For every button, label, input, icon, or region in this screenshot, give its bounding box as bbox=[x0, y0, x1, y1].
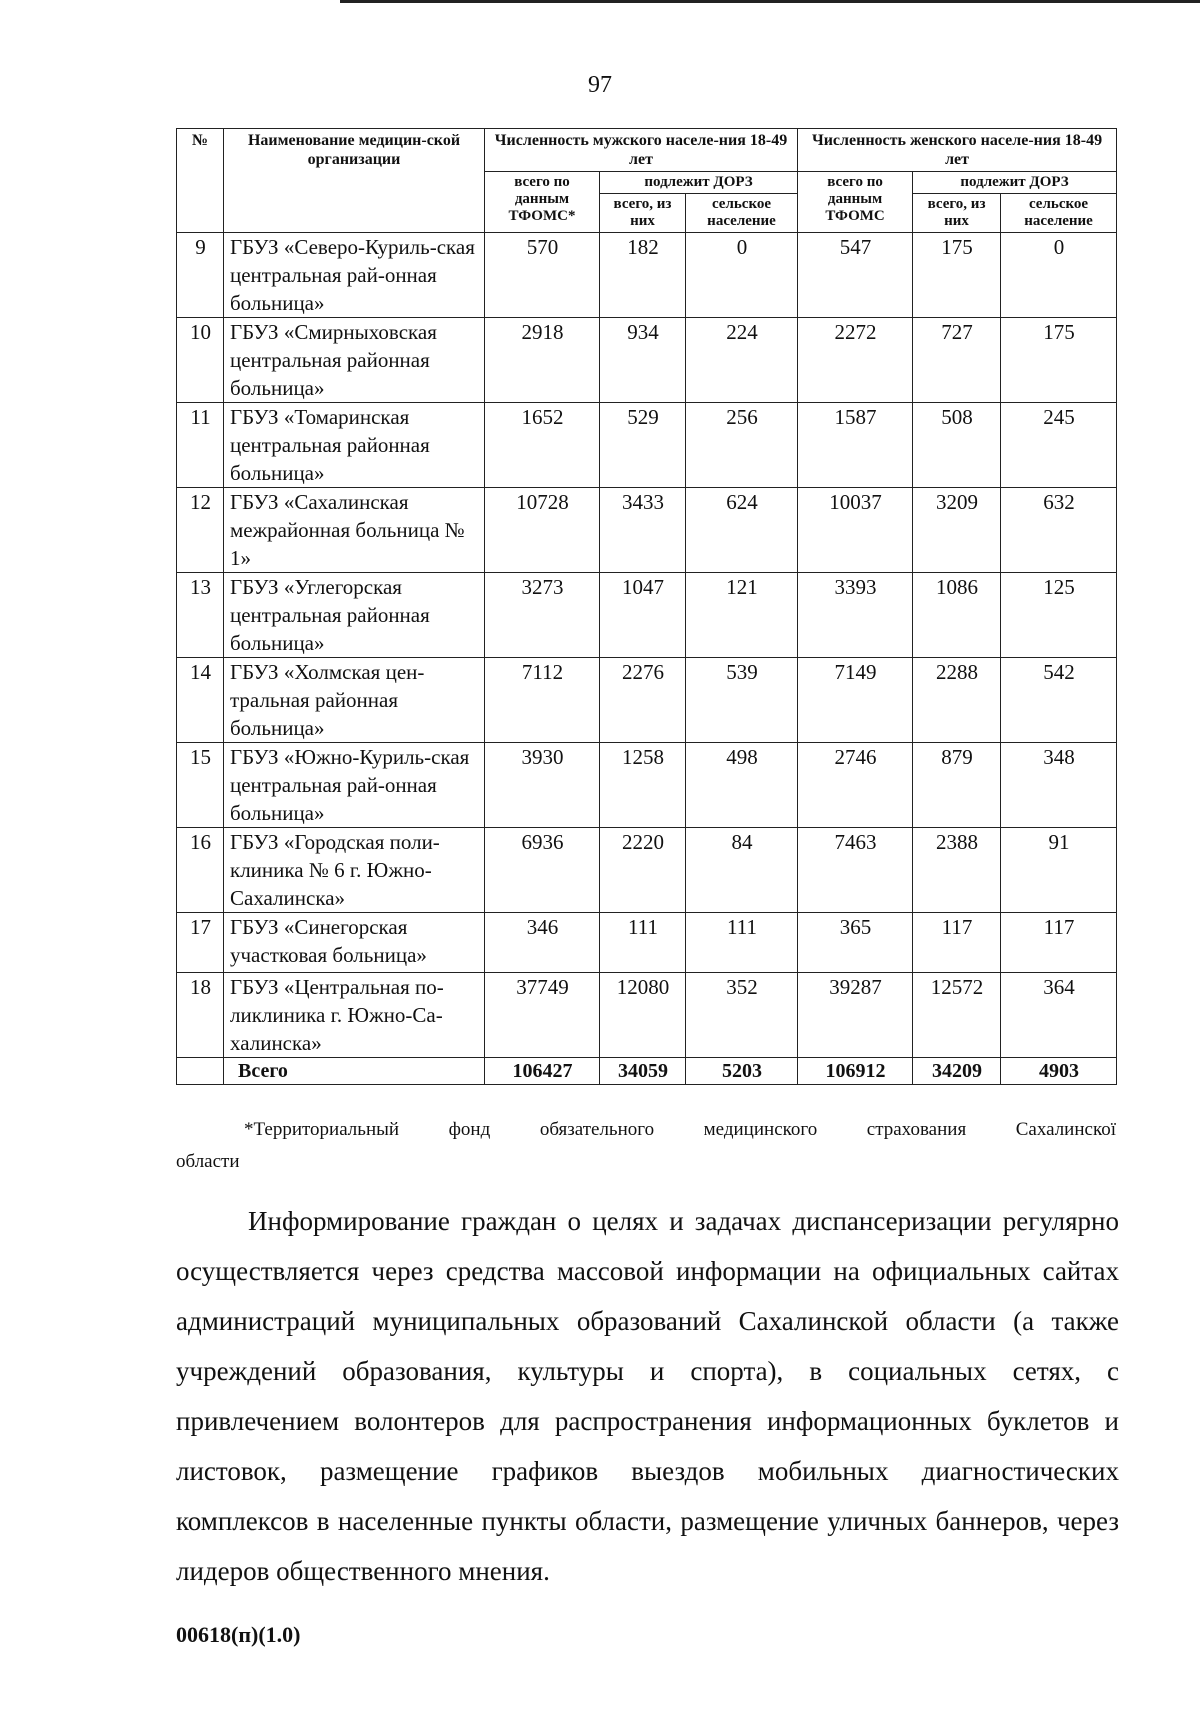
total-female-total: 106912 bbox=[798, 1058, 913, 1085]
male-total: 37749 bbox=[485, 973, 600, 1058]
org-name: ГБУЗ «Сахалинская межрайонная больница № 1» bbox=[224, 488, 485, 573]
female-rural: 542 bbox=[1001, 658, 1117, 743]
org-name: ГБУЗ «Холмская цен-тральная районная больница» bbox=[224, 658, 485, 743]
female-total: 10037 bbox=[798, 488, 913, 573]
male-dorz: 2276 bbox=[600, 658, 686, 743]
male-rural: 256 bbox=[686, 403, 798, 488]
male-rural: 539 bbox=[686, 658, 798, 743]
male-dorz: 2220 bbox=[600, 828, 686, 913]
male-dorz: 12080 bbox=[600, 973, 686, 1058]
male-total: 10728 bbox=[485, 488, 600, 573]
male-dorz: 529 bbox=[600, 403, 686, 488]
total-female-rural: 4903 bbox=[1001, 1058, 1117, 1085]
footnote: *Территориальный фонд обязательного медицинского страхования Сахалинскої bbox=[244, 1119, 1116, 1140]
female-total: 2272 bbox=[798, 318, 913, 403]
female-dorz: 175 bbox=[913, 233, 1001, 318]
male-dorz: 111 bbox=[600, 913, 686, 973]
male-total: 7112 bbox=[485, 658, 600, 743]
female-total: 547 bbox=[798, 233, 913, 318]
male-total: 6936 bbox=[485, 828, 600, 913]
population-table bbox=[176, 128, 1117, 1085]
header-female-total-tfoms: всего по данным ТФОМС bbox=[798, 172, 913, 233]
org-name: ГБУЗ «Центральная по-ликлиника г. Южно-Са-халинска» bbox=[224, 973, 485, 1058]
female-total: 3393 bbox=[798, 573, 913, 658]
male-rural: 0 bbox=[686, 233, 798, 318]
table-row bbox=[177, 973, 1117, 1058]
org-name: ГБУЗ «Городская поли-клиника № 6 г. Южно-Сахалинска» bbox=[224, 828, 485, 913]
female-dorz: 1086 bbox=[913, 573, 1001, 658]
male-dorz: 182 bbox=[600, 233, 686, 318]
table-row bbox=[177, 913, 1117, 973]
row-number: 13 bbox=[177, 573, 224, 658]
header-org: Наименование медицин-ской организации bbox=[224, 129, 485, 233]
male-rural: 111 bbox=[686, 913, 798, 973]
body-paragraph: Информирование граждан о целях и задачах диспансеризации регулярно осуществляется через средства массовой информации на официальных сайтах администраций муниципальных образований Сахалинской области (а также учреждений образования, культуры и спорта), в социальных сетях, с привлечением волонтеров для распространения информационных буклетов и листовок, размещение графиков выездов мобильных диагностических комплексов в населенные пункты области, размещение уличных баннеров, через лидеров общественного мнения. bbox=[176, 1206, 1119, 1586]
female-rural: 632 bbox=[1001, 488, 1117, 573]
female-total: 365 bbox=[798, 913, 913, 973]
male-total: 570 bbox=[485, 233, 600, 318]
header-female-group: Численность женского населе-ния 18-49 лет bbox=[798, 129, 1117, 172]
male-rural: 224 bbox=[686, 318, 798, 403]
org-name: ГБУЗ «Углегорская центральная районная больница» bbox=[224, 573, 485, 658]
female-rural: 245 bbox=[1001, 403, 1117, 488]
male-total: 3273 bbox=[485, 573, 600, 658]
header-male-dorz-total: всего, из них bbox=[600, 194, 686, 233]
row-number: 9 bbox=[177, 233, 224, 318]
male-rural: 121 bbox=[686, 573, 798, 658]
row-number: 12 bbox=[177, 488, 224, 573]
header-male-total-tfoms: всего по данным ТФОМС* bbox=[485, 172, 600, 233]
row-number: 17 bbox=[177, 913, 224, 973]
table-row bbox=[177, 658, 1117, 743]
female-rural: 91 bbox=[1001, 828, 1117, 913]
table-row bbox=[177, 403, 1117, 488]
male-dorz: 934 bbox=[600, 318, 686, 403]
male-total: 346 bbox=[485, 913, 600, 973]
header-male-group: Численность мужского населе-ния 18-49 лет bbox=[485, 129, 798, 172]
header-female-dorz-total: всего, из них bbox=[913, 194, 1001, 233]
male-total: 1652 bbox=[485, 403, 600, 488]
total-label: Всего bbox=[224, 1058, 485, 1085]
org-name: ГБУЗ «Северо-Куриль-ская центральная рай-онная больница» bbox=[224, 233, 485, 318]
male-dorz: 1258 bbox=[600, 743, 686, 828]
document-code: 00618(п)(1.0) bbox=[176, 1622, 301, 1647]
male-rural: 352 bbox=[686, 973, 798, 1058]
header-num: № bbox=[177, 129, 224, 233]
row-number: 10 bbox=[177, 318, 224, 403]
female-rural: 117 bbox=[1001, 913, 1117, 973]
female-rural: 125 bbox=[1001, 573, 1117, 658]
row-number: 15 bbox=[177, 743, 224, 828]
table-row bbox=[177, 743, 1117, 828]
male-dorz: 3433 bbox=[600, 488, 686, 573]
female-total: 7463 bbox=[798, 828, 913, 913]
table-body bbox=[177, 233, 1117, 1058]
total-male-rural: 5203 bbox=[686, 1058, 798, 1085]
female-dorz: 3209 bbox=[913, 488, 1001, 573]
female-total: 7149 bbox=[798, 658, 913, 743]
female-total: 1587 bbox=[798, 403, 913, 488]
table-row bbox=[177, 318, 1117, 403]
total-row bbox=[177, 1058, 1117, 1085]
table-row bbox=[177, 233, 1117, 318]
org-name: ГБУЗ «Томаринская центральная районная больница» bbox=[224, 403, 485, 488]
female-dorz: 12572 bbox=[913, 973, 1001, 1058]
female-dorz: 879 bbox=[913, 743, 1001, 828]
female-rural: 348 bbox=[1001, 743, 1117, 828]
male-total: 2918 bbox=[485, 318, 600, 403]
table-row bbox=[177, 573, 1117, 658]
female-dorz: 117 bbox=[913, 913, 1001, 973]
female-dorz: 508 bbox=[913, 403, 1001, 488]
male-rural: 624 bbox=[686, 488, 798, 573]
male-total: 3930 bbox=[485, 743, 600, 828]
male-dorz: 1047 bbox=[600, 573, 686, 658]
female-total: 2746 bbox=[798, 743, 913, 828]
male-rural: 498 bbox=[686, 743, 798, 828]
footnote-tail: области bbox=[176, 1151, 240, 1172]
female-rural: 364 bbox=[1001, 973, 1117, 1058]
header-male-dorz-rural: сельское население bbox=[686, 194, 798, 233]
total-female-dorz: 34209 bbox=[913, 1058, 1001, 1085]
org-name: ГБУЗ «Смирныховская центральная районная больница» bbox=[224, 318, 485, 403]
total-male-total: 106427 bbox=[485, 1058, 600, 1085]
female-rural: 0 bbox=[1001, 233, 1117, 318]
table-row bbox=[177, 488, 1117, 573]
header-female-dorz-rural: сельское население bbox=[1001, 194, 1117, 233]
female-dorz: 727 bbox=[913, 318, 1001, 403]
female-total: 39287 bbox=[798, 973, 913, 1058]
header-male-dorz: подлежит ДОРЗ bbox=[600, 172, 798, 194]
female-rural: 175 bbox=[1001, 318, 1117, 403]
row-number: 16 bbox=[177, 828, 224, 913]
female-dorz: 2288 bbox=[913, 658, 1001, 743]
page-number: 97 bbox=[588, 72, 612, 98]
top-rule bbox=[340, 0, 1200, 3]
female-dorz: 2388 bbox=[913, 828, 1001, 913]
org-name: ГБУЗ «Южно-Куриль-ская центральная рай-онная больница» bbox=[224, 743, 485, 828]
table-row bbox=[177, 828, 1117, 913]
header-female-dorz: подлежит ДОРЗ bbox=[913, 172, 1117, 194]
male-rural: 84 bbox=[686, 828, 798, 913]
row-number: 11 bbox=[177, 403, 224, 488]
row-number: 18 bbox=[177, 973, 224, 1058]
total-num-cell bbox=[177, 1058, 224, 1085]
org-name: ГБУЗ «Синегорская участковая больница» bbox=[224, 913, 485, 973]
row-number: 14 bbox=[177, 658, 224, 743]
total-male-dorz: 34059 bbox=[600, 1058, 686, 1085]
